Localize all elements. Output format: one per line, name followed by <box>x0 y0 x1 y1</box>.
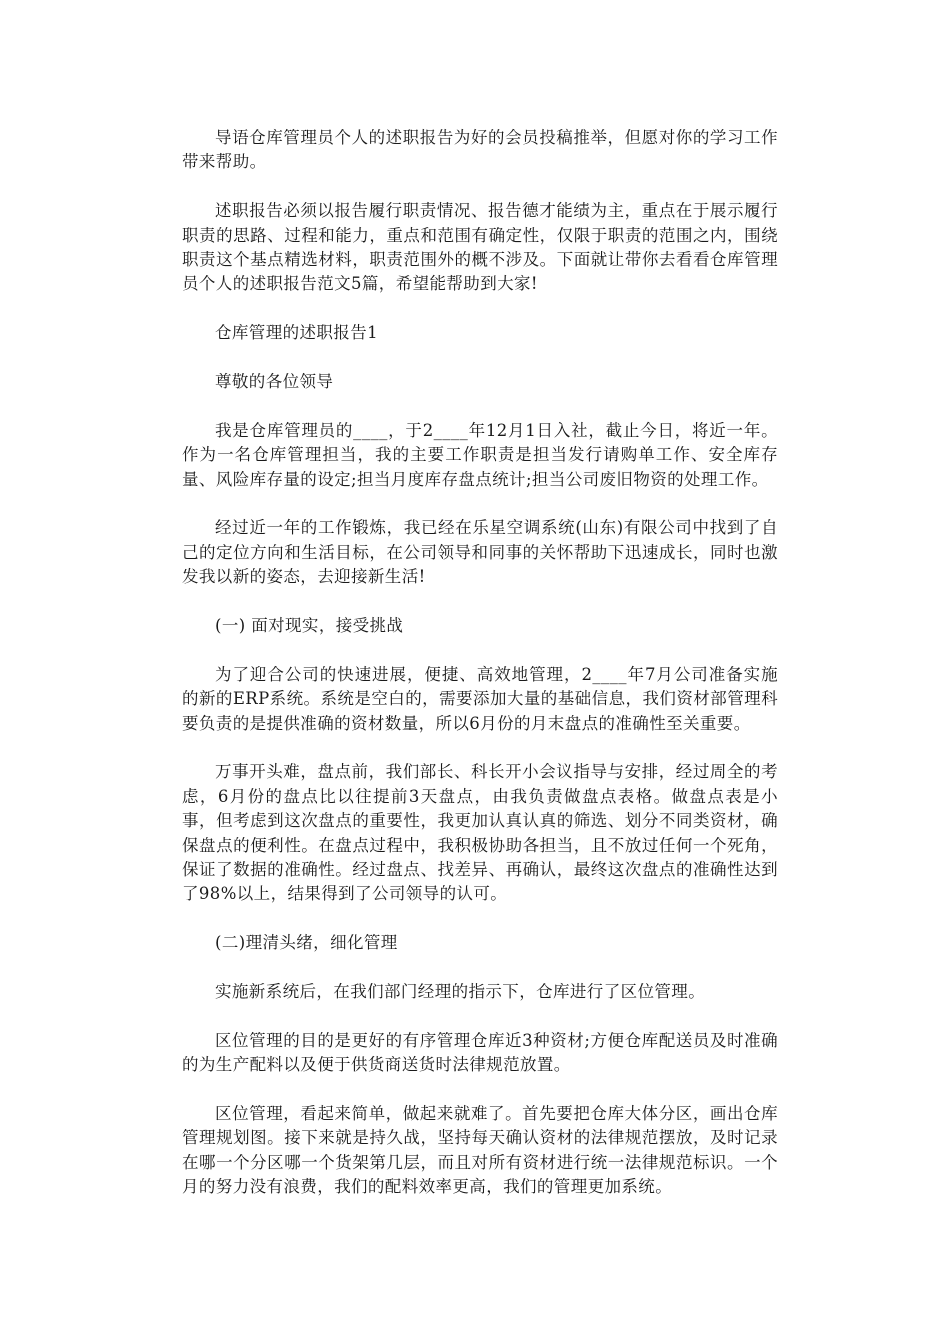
paragraph-definition: 述职报告必须以报告履行职责情况、报告德才能绩为主，重点在于展示履行职责的思路、过程和能力，重点和范围有确定性，仅限于职责的范围之内，围绕职责这个基点精选材料，职责范围外的概不涉及。下面就让带你去看看仓库管理员个人的述职报告范文5篇，希望能帮助到大家! <box>182 201 778 294</box>
paragraph-zoning-purpose: 区位管理的目的是更好的有序管理仓库近3种资材;方便仓库配送员及时准确的为生产配料以及便于供货商送货时法律规范放置。 <box>182 1030 778 1075</box>
paragraph-zoning-process: 区位管理，看起来简单，做起来就难了。首先要把仓库大体分区，画出仓库管理规划图。接下来就是持久战，坚持每天确认资材的法律规范摆放，及时记录在哪一个分区哪一个货架第几层，而且对所有资材进行统一法律规范标识。一个月的努力没有浪费，我们的配料效率更高，我们的管理更加系统。 <box>182 1104 778 1197</box>
salutation: 尊敬的各位领导 <box>215 372 334 392</box>
paragraph-intro: 导语仓库管理员个人的述职报告为好的会员投稿推举，但愿对你的学习工作带来帮助。 <box>182 128 778 172</box>
section-heading-1: (一) 面对现实，接受挑战 <box>215 616 404 636</box>
paragraph-zoning-intro: 实施新系统后，在我们部门经理的指示下，仓库进行了区位管理。 <box>215 982 706 1002</box>
paragraph-experience: 经过近一年的工作锻炼，我已经在乐星空调系统(山东)有限公司中找到了自己的定位方向和生活目标，在公司领导和同事的关怀帮助下迅速成长，同时也激发我以新的姿态，去迎接新生活! <box>182 518 778 587</box>
paragraph-inventory: 万事开头难，盘点前，我们部长、科长开小会议指导与安排，经过周全的考虑，6月份的盘点比以往提前3天盘点，由我负责做盘点表格。做盘点表是小事，但考虑到这次盘点的重要性，我更加认真认真的筛选、划分不同类资材，确保盘点的便利性。在盘点过程中，我积极协助各担当，且不放过任何一个死角，保证了数据的准确性。经过盘点、找差异、再确认，最终这次盘点的准确性达到了98%以上，结果得到了公司领导的认可。 <box>182 762 778 904</box>
paragraph-erp: 为了迎合公司的快速进展，便捷、高效地管理，2____年7月公司准备实施的新的ERP系统。系统是空白的，需要添加大量的基础信息，我们资材部管理科要负责的是提供准确的资材数量，所以6月份的月末盘点的准确性至关重要。 <box>182 664 778 733</box>
section-heading-2: (二)理清头绪，细化管理 <box>215 933 398 953</box>
report-title: 仓库管理的述职报告1 <box>215 323 378 343</box>
document-body <box>182 126 778 1224</box>
paragraph-self-intro: 我是仓库管理员的____，于2____年12月1日入社，截止今日，将近一年。作为一名仓库管理担当，我的主要工作职责是担当发行请购单工作、安全库存量、风险库存量的设定;担当月度库存盘点统计;担当公司废旧物资的处理工作。 <box>182 420 778 489</box>
